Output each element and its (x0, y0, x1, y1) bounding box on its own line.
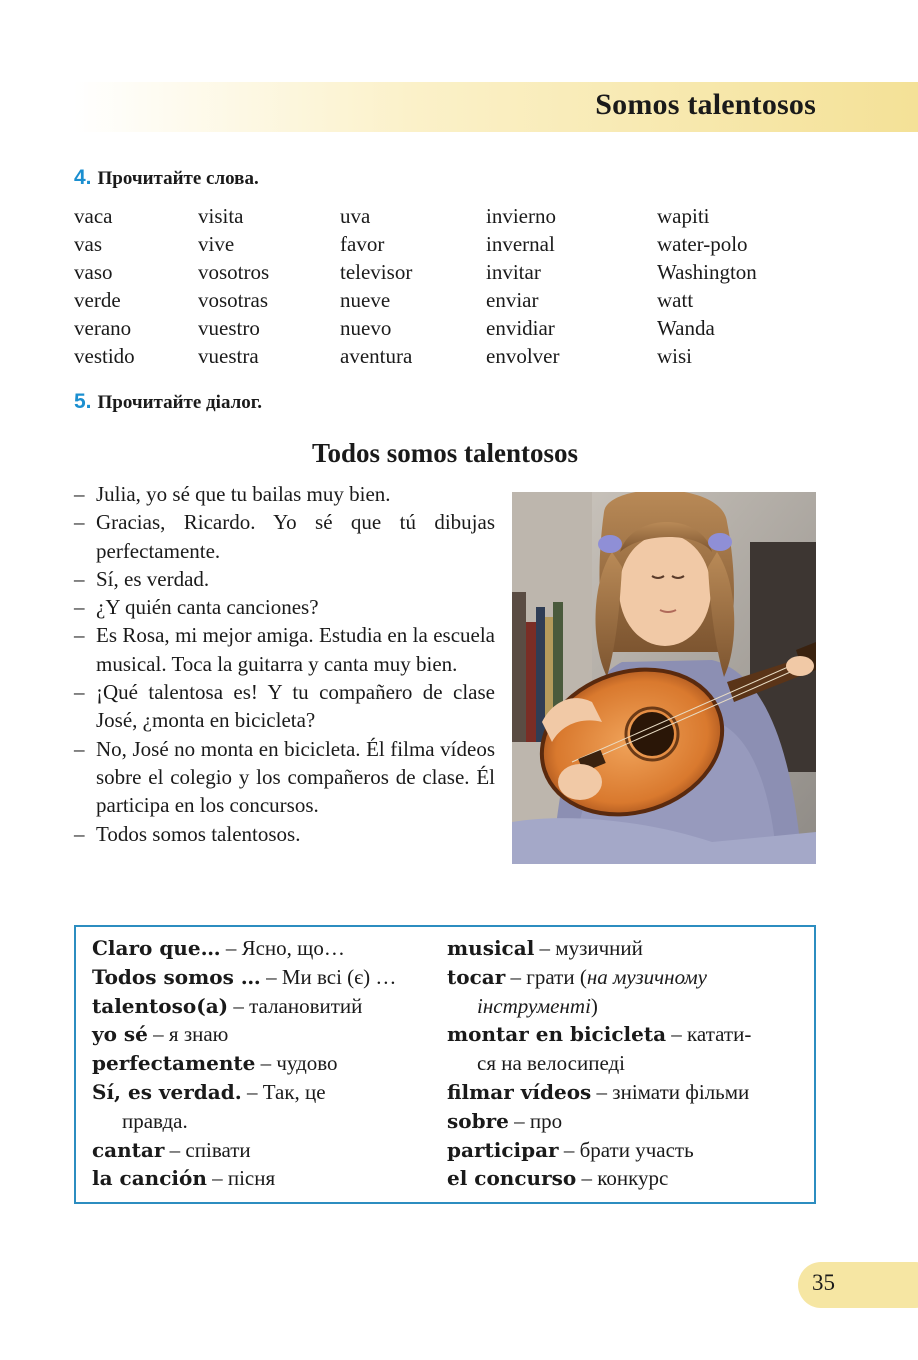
dialog-line (74, 565, 495, 593)
vocab-entry (447, 963, 751, 992)
vocab-term: participar (447, 1137, 559, 1162)
word: favor (340, 232, 385, 256)
vocabulary-box (74, 925, 816, 1204)
page-title: Somos talentosos (595, 88, 816, 121)
task-number: 5. (74, 390, 92, 413)
word: wapiti (657, 204, 710, 228)
dialog-line (74, 480, 495, 508)
dialog-line-text: Todos somos talentosos. (96, 821, 301, 846)
vocab-separator: – (147, 1022, 169, 1047)
word: verano (74, 316, 132, 340)
vocab-separator: – (666, 1022, 688, 1047)
word: vas (74, 232, 102, 256)
word: Washington (657, 260, 757, 284)
vocab-term: perfectamente (92, 1051, 256, 1076)
vocab-entry-continuation: правда. (122, 1108, 188, 1133)
vocab-separator: – (534, 936, 556, 960)
word: watt (657, 288, 694, 312)
dash: – (74, 821, 85, 846)
vocab-meaning: конкурс (597, 1166, 669, 1191)
dash: – (74, 623, 85, 648)
vocab-meaning: ) (590, 993, 598, 1018)
vocab-separator: – (508, 1108, 530, 1133)
word: televisor (340, 260, 413, 284)
vocab-meaning: брати участь (579, 1137, 694, 1162)
dash: – (74, 482, 85, 506)
dialog-line-text: No, José no monta en bicicleta. Él filma vídeos sobre el colegio y los compañeros de clase. Él participa en los concursos. (96, 736, 495, 818)
dialog-line-text: Sí, es verdad. (96, 566, 210, 591)
vocab-separator: – (255, 1051, 277, 1076)
vocab-term: la canción (92, 1166, 207, 1191)
vocab-entry (92, 992, 396, 1021)
dialog-line (74, 678, 495, 735)
vocab-entry (447, 934, 751, 963)
vocab-term: Todos somos … (92, 964, 261, 989)
word: invitar (486, 260, 541, 284)
word: aventura (340, 344, 413, 368)
vocab-meaning: про (529, 1108, 563, 1133)
vocab-entry-continuation (447, 992, 751, 1021)
vocab-meaning: співати (185, 1137, 251, 1162)
vocab-entry (92, 1136, 396, 1165)
word: vosotras (198, 288, 268, 312)
word: vestido (74, 344, 135, 368)
word: vuestro (198, 316, 260, 340)
word-column-vi-vo (198, 202, 269, 370)
vocab-term: filmar vídeos (447, 1079, 592, 1104)
vocabulary-right-column (447, 934, 751, 1193)
dialog-line (74, 735, 495, 820)
word: vaso (74, 260, 113, 284)
dialog-line (74, 508, 495, 565)
word: vaca (74, 204, 113, 228)
task-instruction: Прочитайте діалог. (97, 392, 263, 413)
vocab-term: montar en bicicleta (447, 1022, 667, 1047)
dash: – (74, 680, 85, 705)
word-column-w (657, 202, 757, 370)
girl-with-guitar-photo (512, 492, 816, 864)
dialog-line (74, 621, 495, 678)
vocab-term: tocar (447, 964, 506, 989)
vocabulary-left-column (92, 934, 396, 1193)
dialog-text (74, 480, 495, 848)
word: wisi (657, 344, 693, 368)
word-column-nv (486, 202, 559, 370)
vocab-separator: – (228, 993, 250, 1018)
vocab-meaning: катати- (687, 1022, 752, 1047)
word: vuestra (198, 344, 259, 368)
dash: – (74, 510, 85, 535)
vocab-entry (92, 1049, 396, 1078)
dialog-line-text: ¿Y quién canta canciones? (96, 595, 319, 620)
vocab-term: musical (447, 936, 535, 960)
word: nueve (340, 288, 391, 312)
vocab-term: Claro que… (92, 936, 221, 960)
dash: – (74, 736, 85, 761)
word: verde (74, 288, 121, 312)
dialog-line-text: ¡Qué talentosa es! Y tu compañero de clase José, ¿monta en bicicleta? (96, 680, 495, 733)
vocab-meaning: музичний (555, 936, 643, 960)
vocab-entry (447, 1136, 751, 1165)
vocab-entry-continuation: ся на велосипеді (477, 1051, 626, 1076)
word: Wanda (657, 316, 715, 340)
word-list (74, 202, 794, 372)
vocab-separator: – (505, 964, 527, 989)
vocab-meaning-italic: інструменті (477, 993, 591, 1018)
vocab-meaning: знімати фільми (612, 1079, 750, 1104)
vocab-entry (92, 1078, 396, 1107)
dash: – (74, 566, 85, 591)
vocab-separator: – (206, 1166, 228, 1191)
vocab-meaning: я знаю (168, 1022, 229, 1047)
word: water-polo (657, 232, 748, 256)
vocab-meaning: Ясно, що… (241, 936, 345, 960)
word: vosotros (198, 260, 270, 284)
vocab-meaning: грати ( (526, 964, 587, 989)
task-4-heading (74, 166, 259, 190)
vocab-separator: – (241, 1079, 263, 1104)
vocab-entry (92, 1020, 396, 1049)
page-number: 35 (812, 1270, 835, 1295)
word: uva (340, 204, 371, 228)
vocab-entry (447, 1020, 751, 1049)
word: vive (198, 232, 235, 256)
dialog-line-text: Es Rosa, mi mejor amiga. Estudia en la escuela musical. Toca la guitarra y canta muy bien. (96, 623, 495, 676)
vocab-term: el concurso (447, 1166, 577, 1191)
dialog-line-text: Julia, yo sé que tu bailas muy bien. (96, 482, 391, 506)
word-column-v (74, 202, 135, 370)
vocab-meaning: чудово (276, 1051, 338, 1076)
vocab-separator: – (591, 1079, 613, 1104)
vocab-separator: – (220, 936, 242, 960)
dialog-title: Todos somos talentosos (311, 438, 579, 468)
word: nuevo (340, 316, 392, 340)
word: invernal (486, 232, 555, 256)
vocab-separator: – (558, 1137, 580, 1162)
dialog-line-text: Gracias, Ricardo. Yo sé que tú dibujas perfectamente. (96, 510, 495, 563)
vocab-separator: – (576, 1166, 598, 1191)
vocab-meaning: Так, це (262, 1079, 326, 1104)
word: visita (198, 204, 244, 228)
word: envolver (486, 344, 560, 368)
vocab-term: yo sé (92, 1022, 148, 1047)
word: envidiar (486, 316, 555, 340)
task-instruction: Прочитайте слова. (97, 168, 259, 189)
vocab-entry (447, 1078, 751, 1107)
vocab-meaning: Ми всі (є) … (281, 964, 397, 989)
dialog-line (74, 820, 495, 848)
word-column-inner-v (340, 202, 412, 370)
vocab-separator: – (164, 1137, 186, 1162)
vocab-meaning: талановитий (249, 993, 363, 1018)
word: invierno (486, 204, 556, 228)
vocab-entry (92, 934, 396, 963)
dialog-line (74, 593, 495, 621)
vocab-entry (92, 963, 396, 992)
word: enviar (486, 288, 539, 312)
vocab-meaning: пісня (227, 1166, 276, 1191)
task-number: 4. (74, 166, 92, 189)
vocab-entry (447, 1164, 751, 1193)
vocab-term: talentoso(a) (92, 993, 229, 1018)
dash: – (74, 595, 85, 620)
vocab-term: sobre (447, 1108, 509, 1133)
vocab-entry (92, 1164, 396, 1193)
vocab-entry (447, 1107, 751, 1136)
vocab-separator: – (260, 964, 282, 989)
vocab-meaning-italic: на музичному (586, 964, 707, 989)
vocab-term: Sí, es verdad. (92, 1079, 242, 1104)
task-5-heading (74, 390, 262, 414)
vocab-term: cantar (92, 1137, 165, 1162)
